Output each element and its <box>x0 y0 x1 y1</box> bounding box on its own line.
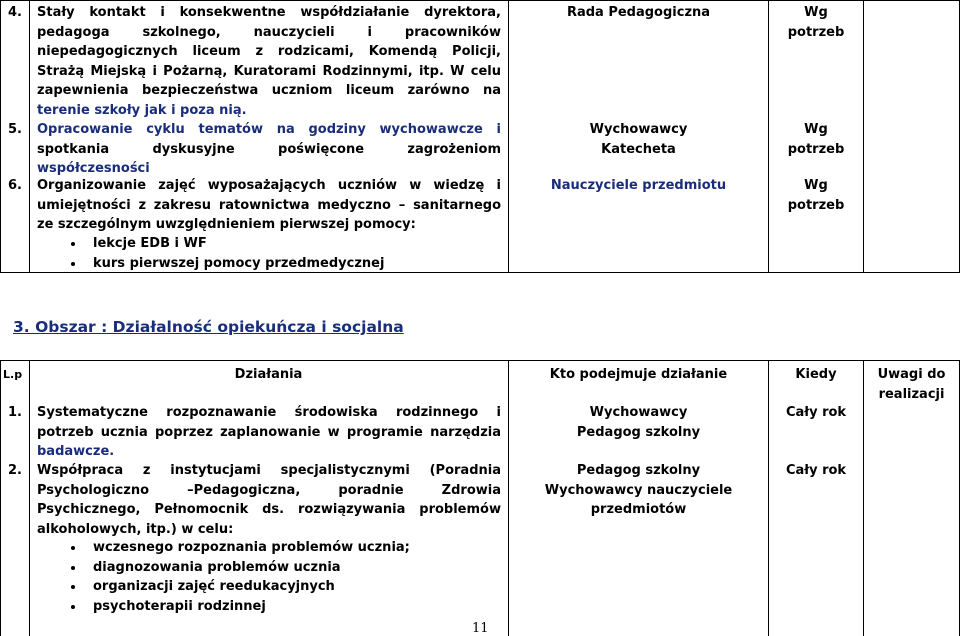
when-label: Wg <box>804 122 828 137</box>
text-line: umiejętności z zakresu ratownictwa medyczno – sanitarnego <box>37 197 501 213</box>
when-label: potrzeb <box>787 24 845 40</box>
responsible-label: Wychowawcy nauczyciele <box>544 482 733 498</box>
responsible-label: Pedagog szkolny <box>576 463 701 478</box>
responsible-label: Wychowawcy <box>589 405 688 420</box>
who-cell <box>509 461 768 520</box>
when-cell <box>769 120 863 159</box>
header-when: Kiedy <box>795 367 837 382</box>
text-line: zapewnienia bezpieczeństwa uczniom liceum zarówno na <box>37 83 501 98</box>
list-item: • psychoterapii rodzinnej <box>85 597 549 617</box>
bottom-table-left-border <box>0 360 1 636</box>
action-text <box>37 461 501 539</box>
responsible-label: Wychowawcy <box>589 122 688 137</box>
who-cell <box>509 176 768 196</box>
action-text <box>37 120 501 179</box>
when-label: Cały rok <box>785 405 847 420</box>
responsible-label: Rada Pedagogiczna <box>566 5 711 20</box>
when-label: Wg <box>804 178 828 193</box>
row-number: 2. <box>8 463 22 478</box>
text-line: spotkania dyskusyjne poświęcone zagrożeniom <box>37 141 501 157</box>
top-table-left-border <box>0 0 1 273</box>
who-cell <box>509 403 768 442</box>
top-table-top-border <box>0 0 960 1</box>
header-lp: L.p <box>3 368 23 381</box>
text-line: Organizowanie zajęć wyposażających uczniów w wiedzę i <box>37 178 501 193</box>
responsible-label: Katecheta <box>601 141 676 157</box>
bottom-table-col-divider-1 <box>29 360 30 636</box>
text-line: Psychicznego, Pełnomocnik ds. rozwiązywania problemów <box>37 502 501 517</box>
action-text <box>37 403 501 462</box>
text-line: badawcze. <box>37 444 115 459</box>
text-line: Stały kontakt i konsekwentne współdziałanie dyrektora, <box>37 5 501 20</box>
header-notes-line: realizacji <box>878 386 945 402</box>
row-number: 5. <box>8 122 22 137</box>
text-line: Współpraca z instytucjami specjalistycznymi (Poradnia <box>37 463 501 478</box>
when-cell <box>769 176 863 215</box>
text-line: współczesności <box>37 161 150 176</box>
header-notes-line: Uwagi do <box>877 367 946 382</box>
bullet-list <box>37 538 549 616</box>
bullet-list <box>37 234 549 273</box>
header-notes <box>864 365 959 404</box>
bottom-table-col-divider-3 <box>768 360 769 636</box>
row-number: 4. <box>8 5 22 20</box>
when-cell <box>769 3 863 42</box>
row-number: 6. <box>8 178 22 193</box>
list-item: • wczesnego rozpoznania problemów ucznia; <box>85 538 549 558</box>
header-who: Kto podejmuje działanie <box>549 367 728 382</box>
action-text <box>37 3 501 120</box>
list-item: • kurs pierwszej pomocy przedmedycznej <box>85 254 549 274</box>
who-cell <box>509 3 768 23</box>
responsible-label: przedmiotów <box>590 502 687 517</box>
bottom-table-top-border <box>0 360 960 361</box>
responsible-label: Nauczyciele przedmiotu <box>550 178 727 193</box>
when-label: Cały rok <box>785 463 847 478</box>
text-line: alkoholowych, itp.) w celu: <box>37 521 234 537</box>
top-table-col-divider-1 <box>29 0 30 273</box>
who-cell <box>509 120 768 159</box>
text-line: Strażą Miejską i Pożarną, Kuratorami Rodzinnymi, itp. W celu <box>37 63 501 79</box>
list-item: • diagnozowania problemów ucznia <box>85 558 549 578</box>
text-line: Opracowanie cyklu tematów na godziny wychowawcze i <box>37 122 501 137</box>
text-line: potrzeb ucznia poprzez zaplanowanie w programie narzędzia <box>37 424 501 440</box>
when-label: Wg <box>804 5 828 20</box>
when-label: potrzeb <box>787 141 845 157</box>
responsible-label: Pedagog szkolny <box>576 424 701 440</box>
header-actions: Działania <box>234 367 303 382</box>
text-line: niepedagogicznych liceum z rodzicami, Komendą Policji, <box>37 44 501 59</box>
text-line: pedagoga szkolnego, nauczycieli i pracowników <box>37 24 501 40</box>
text-line: terenie szkoły jak i poza nią. <box>37 102 247 118</box>
list-item: • organizacji zajęć reedukacyjnych <box>85 577 549 597</box>
section-title: 3. Obszar : Działalność opiekuńcza i socjalna <box>13 318 404 336</box>
page-number: 11 <box>472 621 489 636</box>
text-line: Systematyczne rozpoznawanie środowiska rodzinnego i <box>37 405 501 420</box>
row-number: 1. <box>8 405 22 420</box>
text-line: ze szczególnym uwzględnieniem pierwszej pomocy: <box>37 217 416 232</box>
when-label: potrzeb <box>787 197 845 213</box>
action-text <box>37 176 501 235</box>
list-item: • lekcje EDB i WF <box>85 234 549 254</box>
text-line: Psychologiczno –Pedagogiczna, poradnie Zdrowia <box>37 482 501 498</box>
top-table-col-divider-4 <box>863 0 864 273</box>
